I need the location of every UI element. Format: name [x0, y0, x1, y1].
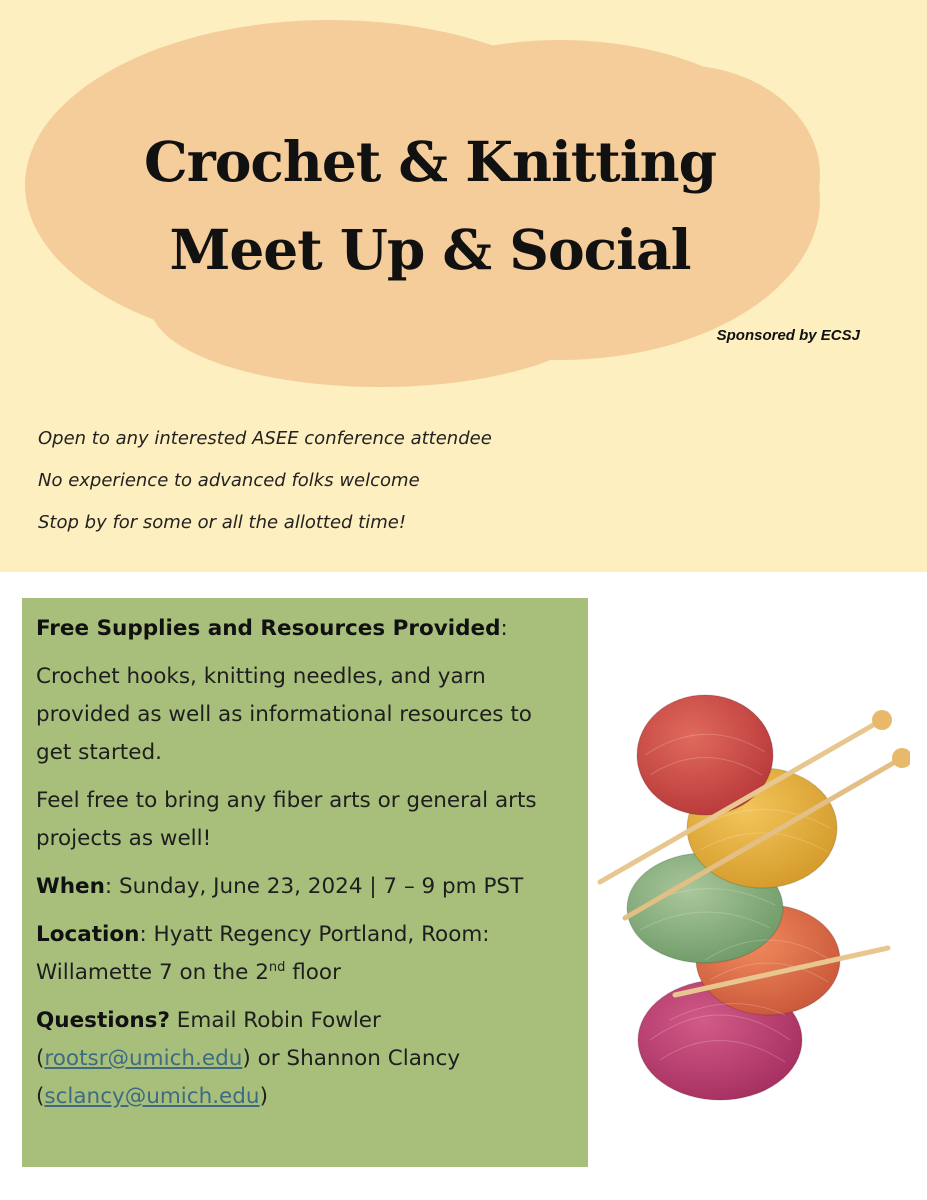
- supplies-text: Crochet hooks, knitting needles, and yarn provided as well as informational resources to get started.: [36, 664, 532, 765]
- intro-line: No experience to advanced folks welcome: [38, 470, 420, 491]
- questions-label: Questions?: [36, 1008, 170, 1033]
- yarn-illustration: [590, 690, 910, 1110]
- when-value: : Sunday, June 23, 2024 | 7 – 9 pm PST: [104, 874, 524, 899]
- email-link-shannon[interactable]: sclancy@umich.edu: [44, 1084, 260, 1109]
- bring-projects-text: Feel free to bring any fiber arts or general arts projects as well!: [36, 788, 537, 851]
- title-line-1: Crochet & Knitting: [143, 129, 717, 194]
- title-line-2: Meet Up & Social: [169, 217, 691, 282]
- location-line: Location: Hyatt Regency Portland, Room: Willamette 7 on the 2nd floor: [36, 922, 490, 985]
- when-line: [36, 868, 574, 906]
- questions-line: Questions? Email Robin Fowler (rootsr@umich.edu) or Shannon Clancy (sclancy@umich.edu): [36, 1008, 461, 1109]
- header-band: [0, 0, 927, 572]
- intro-line: Open to any interested ASEE conference attendee: [38, 428, 492, 449]
- email-link-robin[interactable]: rootsr@umich.edu: [44, 1046, 243, 1071]
- supplies-heading-label: Free Supplies and Resources Provided: [36, 616, 501, 641]
- supplies-heading: Free Supplies and Resources Provided:: [36, 616, 508, 641]
- intro-line: Stop by for some or all the allotted time!: [38, 512, 407, 533]
- event-title: [90, 118, 770, 294]
- details-box: [22, 598, 588, 1167]
- location-label: Location: [36, 922, 140, 947]
- intro-list: [38, 424, 492, 550]
- sponsor-text: Sponsored by ECSJ: [716, 327, 860, 344]
- when-label: When: [36, 874, 105, 899]
